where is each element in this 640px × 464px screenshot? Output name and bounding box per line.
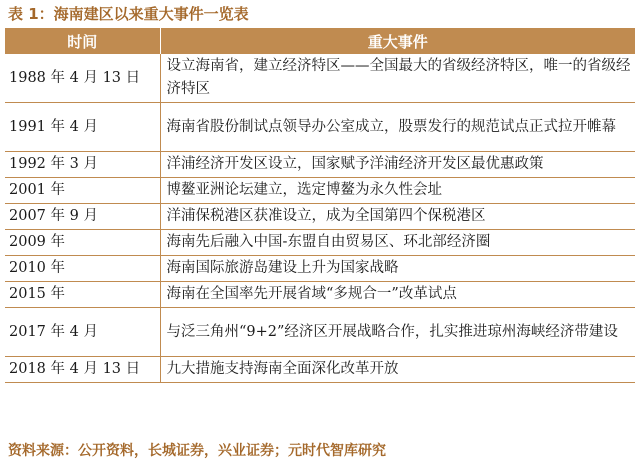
row-event: 设立海南省，建立经济特区——全国最大的省级经济特区，唯一的省级经济特区 (160, 54, 635, 103)
row-event: 海南国际旅游岛建设上升为国家战略 (160, 256, 635, 282)
header-date: 时间 (5, 28, 160, 54)
row-date: 2010 年 (5, 256, 160, 282)
table-row (5, 152, 635, 178)
table-row (5, 54, 635, 103)
row-event: 洋浦经济开发区设立，国家赋予洋浦经济开发区最优惠政策 (160, 152, 635, 178)
source-note: 资料来源：公开资料，长城证券，兴业证券；元时代智库研究 (8, 443, 386, 459)
row-event: 海南先后融入中国-东盟自由贸易区、环北部经济圈 (160, 230, 635, 256)
row-date: 2015 年 (5, 282, 160, 308)
events-table (5, 28, 635, 383)
table-row (5, 357, 635, 383)
table-header-row (5, 28, 635, 54)
table-row (5, 308, 635, 357)
row-event: 博鳌亚洲论坛建立，选定博鳌为永久性会址 (160, 178, 635, 204)
table-row (5, 230, 635, 256)
table-row (5, 256, 635, 282)
row-date: 2007 年 9 月 (5, 204, 160, 230)
row-event: 洋浦保税港区获准设立，成为全国第四个保税港区 (160, 204, 635, 230)
header-event: 重大事件 (160, 28, 635, 54)
row-event: 与泛三角州“9+2”经济区开展战略合作，扎实推进琼州海峡经济带建设 (160, 308, 635, 357)
row-date: 2009 年 (5, 230, 160, 256)
table-row (5, 282, 635, 308)
table-row (5, 178, 635, 204)
row-date: 2001 年 (5, 178, 160, 204)
row-date: 2018 年 4 月 13 日 (5, 357, 160, 383)
row-date: 1988 年 4 月 13 日 (5, 54, 160, 103)
row-event: 九大措施支持海南全面深化改革开放 (160, 357, 635, 383)
row-date: 1991 年 4 月 (5, 103, 160, 152)
row-date: 1992 年 3 月 (5, 152, 160, 178)
table-row (5, 103, 635, 152)
table-row (5, 204, 635, 230)
row-event: 海南在全国率先开展省域“多规合一”改革试点 (160, 282, 635, 308)
table-caption: 表 1：海南建区以来重大事件一览表 (8, 5, 249, 23)
row-event: 海南省股份制试点领导办公室成立，股票发行的规范试点正式拉开帷幕 (160, 103, 635, 152)
row-date: 2017 年 4 月 (5, 308, 160, 357)
